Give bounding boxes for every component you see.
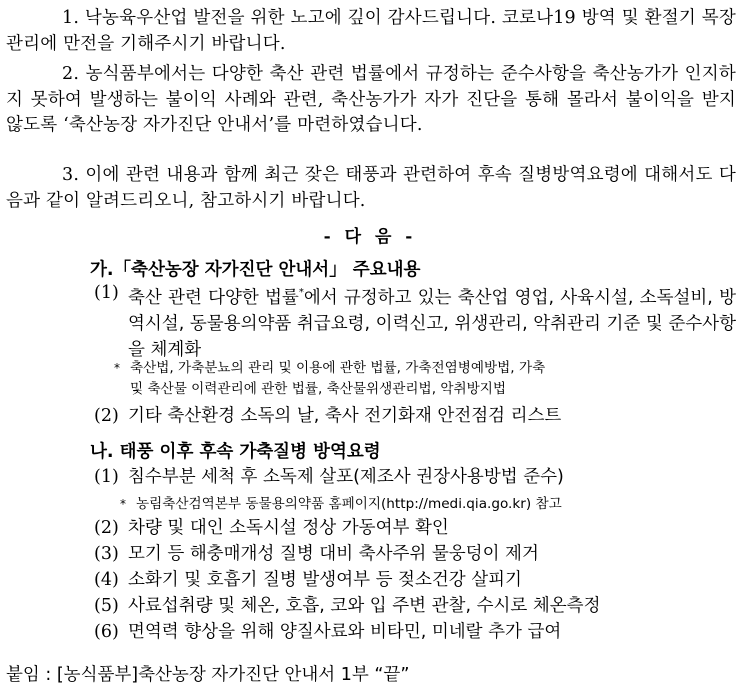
item-text xyxy=(128,280,736,363)
item-text: 모기 등 해충매개성 질병 대비 축사주위 물웅덩이 제거 xyxy=(128,544,539,564)
section-b-item-4 xyxy=(94,567,736,593)
item-text: 기타 축산환경 소독의 날, 축사 전기화재 안전점검 리스트 xyxy=(128,406,562,426)
footnote-text: 축산법, 가축분뇨의 관리 및 이용에 관한 법률, 가축전염병예방법, 가축 xyxy=(130,360,546,376)
footnote-line-2: 및 축산물 이력관리에 관한 법률, 축산물위생관리법, 악취방지법 xyxy=(130,381,506,397)
section-b-footnote xyxy=(120,494,740,515)
item-text-part: 에서 규정하고 있는 축산업 영업, 사육시설, 소독설비, 방역시설, 동물용의약품 취급요령, 이력신고, 위생관리, 악취관리 기준 및 준수사항을 체계화 xyxy=(128,288,736,360)
item-text: 사료섭취량 및 체온, 호흡, 코와 입 주변 관찰, 수시로 체온측정 xyxy=(128,596,601,616)
paragraph-3: 3. 이에 관련 내용과 함께 최근 잦은 태풍과 관련하여 후속 질병방역요령에 대해서도 다음과 같이 알려드리오니, 참고하시기 바랍니다. xyxy=(6,165,736,211)
section-a-heading: 가.「축산농장 자가진단 안내서」 주요내용 xyxy=(90,260,421,280)
item-text: 차량 및 대인 소독시설 정상 가동여부 확인 xyxy=(128,518,449,538)
paragraph-1: 1. 낙농육우산업 발전을 위한 노고에 깊이 감사드립니다. 코로나19 방역 및 환절기 목장관리에 만전을 기해주시기 바랍니다. xyxy=(6,8,736,54)
section-b-item-3 xyxy=(94,541,736,567)
section-a-item-1 xyxy=(94,280,736,360)
section-a-item-2 xyxy=(94,403,736,429)
item-text-part: 축산 관련 다양한 법률 xyxy=(128,288,299,308)
item-number: (1) xyxy=(94,467,119,487)
section-b-item-6 xyxy=(94,619,736,645)
item-number: (1) xyxy=(94,283,119,303)
footnote-star: * xyxy=(114,361,120,375)
item-number: (4) xyxy=(94,570,119,590)
item-text: 소화기 및 호흡기 질병 발생여부 등 젖소건강 살피기 xyxy=(128,570,522,590)
item-number: (2) xyxy=(94,518,119,538)
attachment-line: 붙임 : [농식품부]축산농장 자가진단 안내서 1부 “끝” xyxy=(6,665,410,685)
section-b-item-2 xyxy=(94,515,736,541)
item-number: (2) xyxy=(94,406,119,426)
footnote-star: * xyxy=(120,497,126,511)
footnote-line-1 xyxy=(114,358,736,379)
item-number: (5) xyxy=(94,596,119,616)
section-b-heading: 나. 태풍 이후 후속 가축질병 방역요령 xyxy=(90,442,381,462)
section-divider-title: - 다 음 - xyxy=(323,227,417,247)
section-b-item-1 xyxy=(94,464,736,490)
footnote-mark: * xyxy=(298,287,304,298)
item-number: (6) xyxy=(94,622,119,642)
section-a-footnote xyxy=(114,358,736,400)
item-text: 침수부분 세척 후 소독제 살포(제조사 권장사용방법 준수) xyxy=(128,467,564,487)
item-number: (3) xyxy=(94,544,119,564)
section-b-item-5 xyxy=(94,593,736,619)
footnote-text: 농림축산검역본부 동물용의약품 홈페이지(http://medi.qia.go.kr) 참고 xyxy=(136,496,562,512)
item-text: 면역력 향상을 위해 양질사료와 비타민, 미네랄 추가 급여 xyxy=(128,622,562,642)
paragraph-2: 2. 농식품부에서는 다양한 축산 관련 법률에서 규정하는 준수사항을 축산농가가 인지하지 못하여 발생하는 불이익 사례와 관련, 축산농가가 자가 진단을 통해 몰라서 불이익을 받지 않도록 ‘축산농장 자가진단 안내서’를 마련하였습니다. xyxy=(6,64,736,135)
